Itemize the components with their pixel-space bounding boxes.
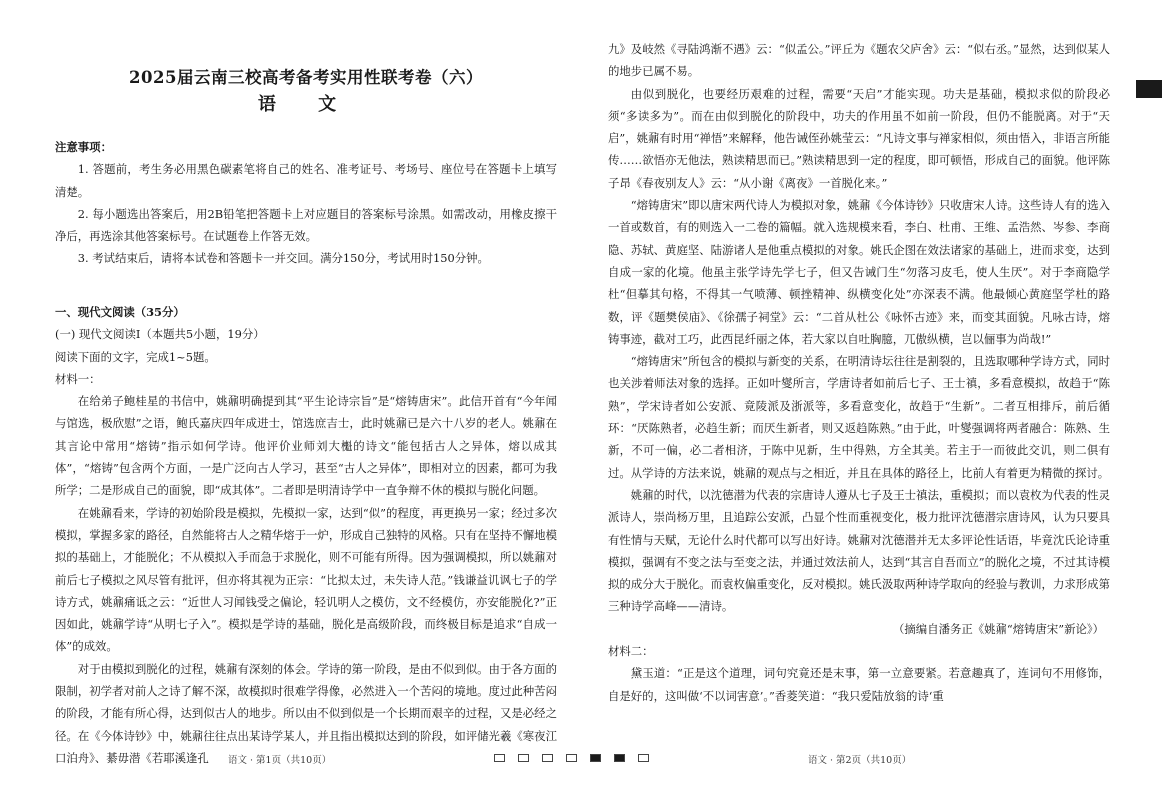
page-marker bbox=[590, 754, 601, 762]
exam-title: 2025届云南三校高考备考实用性联考卷（六） bbox=[129, 68, 483, 87]
right-page bbox=[608, 0, 1110, 800]
subject-title: 语 文 bbox=[257, 94, 355, 115]
passage-paragraph: 九》及岐然《寻陆鸿渐不遇》云：“似孟公。”评丘为《题农父庐舍》云：“似右丞。”显然，达到似某人的地步已属不易。 bbox=[608, 42, 1110, 79]
page-marker bbox=[638, 754, 649, 762]
notice-item: 2. 每小题选出答案后，用2B铅笔把答题卡上对应题目的答案标号涂黑。如需改动，用橡皮擦干净后，再选涂其他答案标号。在试题卷上作答无效。 bbox=[55, 206, 557, 244]
page-marker bbox=[518, 754, 529, 762]
notice-block bbox=[55, 136, 557, 270]
page-marker bbox=[494, 754, 505, 762]
material-label: 材料一： bbox=[55, 371, 101, 386]
instruction: 阅读下面的文字，完成1~5题。 bbox=[55, 349, 216, 364]
reading-section bbox=[55, 301, 557, 769]
page-marker bbox=[542, 754, 553, 762]
right-passage bbox=[608, 38, 1110, 707]
passage-paragraph: （摘编自潘务正《姚鼐“熔铸唐宋”新论》） bbox=[893, 621, 1104, 636]
passage-paragraph: 姚鼐的时代，以沈德潜为代表的宗唐诗人遵从七子及王士禛法，重模拟；而以袁枚为代表的性灵派诗人，崇尚杨万里，且追踪公安派，凸显个性而重视变化，极力批评沈德潜宗唐诗风，认为只要具有性情与天赋，无论什么时代都可以写出好诗。姚鼐对沈德潜并无太多评论性话语，毕竟沈氏论诗重模拟，强调有不变之法与至变之法，并通过效法前人，达到“其言自吾而立”的脱化之境，不过其诗模拟的成分大于脱化。而袁枚偏重变化，反对模拟。姚氏汲取两种诗学取向的经验与教训，力求形成第三种诗学高峰——清诗。 bbox=[608, 487, 1110, 614]
notice-item: 1. 答题前，考生务必用黑色碳素笔将自己的姓名、准考证号、考场号、座位号在答题卡上填写清楚。 bbox=[55, 162, 557, 199]
left-page bbox=[55, 0, 557, 800]
passage-paragraph: 由似到脱化，也要经历艰难的过程，需要“天启”才能实现。功夫是基础，模拟求似的阶段必须“多读多为”。而在由似到脱化的阶段中，功夫的作用虽不如前一阶段，但仍不能脱离。对于“天启”，姚鼐有时用“禅悟”来解释，他告诫侄孙姚莹云：“凡诗文事与禅家相似，须由悟入，非语言所能传……欲悟亦无他法，熟读精思而已。”熟读精思到一定的程度，即可顿悟，形成自己的面貌。他评陈子昂《春夜别友人》云：“从小谢《离夜》一首脱化来。” bbox=[608, 86, 1110, 190]
page-edge-marker bbox=[1136, 80, 1162, 98]
passage-paragraph: 在姚鼐看来，学诗的初始阶段是模拟，先模拟一家，达到“似”的程度，再更换另一家；经过多次模拟，掌握多家的路径，自然能将古人之精华熔于一炉，形成自己独特的风格。只有在坚持不懈地模拟的基础上，才能脱化；不从模拟入手而急于求脱化，则不可能有所得。因为强调模拟，所以姚鼐对前后七子模拟之风尽管有批评，但亦将其视为正宗：“比拟太过，未失诗人范。”钱谦益讥讽七子的学诗方式，姚鼐痛诋之云：“近世人习闻钱受之偏论，轻讥明人之模仿，文不经模仿，亦安能脱化?”正因如此，姚鼐学诗“从明七子入”。模拟是学诗的基础，脱化是高级阶段，而终极目标是追求“自成一体”的成效。 bbox=[55, 505, 557, 654]
page-footer-right: 语文 · 第2页（共10页） bbox=[808, 755, 912, 766]
notice-item: 3. 考试结束后，请将本试卷和答题卡一并交回。满分150分，考试用时150分钟。 bbox=[77, 251, 489, 266]
passage-paragraph: “熔铸唐宋”所包含的模拟与新变的关系，在明清诗坛往往是割裂的，且选取哪种学诗方式，同时也关涉着师法对象的选择。正如叶燮所言，学唐诗者如前后七子、王士禛，多看意模拟，故趋于“陈熟”，学宋诗者如公安派、竟陵派及浙派等，多看意变化，故趋于“生新”。二者互相排斥，前后循环：“厌陈熟者，必趋生新；而厌生新者，则又返趋陈熟。”由于此，叶燮强调将两者融合：陈熟、生新，不可一偏，必二者相济，于陈中见新，生中得熟，方全其美。若主于一而彼此交讥，则二俱有过。从学诗的方法来说，姚鼐的观点与之相近，并且在具体的路径上，比前人有着更为精微的探讨。 bbox=[608, 354, 1110, 480]
passage-paragraph: 黛玉道：“正是这个道理，词句究竟还是末事，第一立意要紧。若意趣真了，连词句不用修饰，自是好的，这叫做‘不以词害意’。”香菱笑道：“我只爱陆放翁的诗‘重 bbox=[608, 666, 1110, 703]
passage-paragraph: 材料二： bbox=[608, 644, 654, 659]
page-markers bbox=[494, 754, 649, 762]
passage-paragraph: “熔铸唐宋”即以唐宋两代诗人为模拟对象，姚鼐《今体诗钞》只收唐宋人诗。这些诗人有的选入一首或数首，有的则选入一二卷的篇幅。就入选规模来看，李白、杜甫、王维、孟浩然、岑参、李商隐、苏轼、黄庭坚、陆游诸人是他重点模拟的对象。姚氏企图在效法诸家的基础上，进而求变，达到自成一家的化境。他虽主张学诗先学七子，但又告诫门生“勿落习皮毛，使人生厌”。对于李商隐学杜“但摹其句格，不得其一气喷薄、顿挫精神、纵横变化处”亦深表不满。他最倾心黄庭坚学杜的路数，评《题樊侯庙》、《徐孺子祠堂》云：“二首从杜公《咏怀古迹》来，而变其面貌。凡咏古诗，熔铸事迹，截对工巧，此西昆纤丽之体，若大家以自吐胸臆，兀傲纵横，岂以俪事为尚哉!” bbox=[608, 198, 1110, 346]
page-marker bbox=[566, 754, 577, 762]
page-marker bbox=[614, 754, 625, 762]
passage-paragraph: 对于由模拟到脱化的过程，姚鼐有深刻的体会。学诗的第一阶段，是由不似到似。由于各方面的限制，初学者对前人之诗了解不深，故模拟时很难学得像，必然进入一个苦闷的境地。度过此种苦闷的阶段，才能有所心得，达到似古人的地步。所以由不似到似是一个长期而艰辛的过程，又是必经之径。在《今体诗钞》中，姚鼐往往点出某诗学某人，并且指出模拟达到的阶段，如评储光羲《寒夜江口泊舟》、綦毋潜《若耶溪逢孔 bbox=[55, 661, 557, 765]
subsection-heading: (一) 现代文阅读Ⅰ（本题共5小题，19分） bbox=[55, 327, 265, 342]
section-heading: 一、现代文阅读（35分） bbox=[55, 305, 185, 319]
passage-paragraph: 在给弟子鲍桂星的书信中，姚鼐明确提到其“平生论诗宗旨”是“熔铸唐宋”。此信开首有“今年闻与馆选，极欣慰”之语，鲍氏嘉庆四年成进士，馆选庶吉士，此时姚鼐已是六十八岁的老人。姚鼐在其言论中常用“熔铸”指示如何学诗。他评价业师刘大櫆的诗文“能包括古人之异体，熔以成其体”，“熔铸”包含两个方面，一是广泛向古人学习，甚至“古人之异体”，即相对立的因素，都可为我所学；二是形成自己的面貌，即“成其体”。二者即是明清诗学中一直争辩不休的模拟与脱化问题。 bbox=[55, 394, 557, 498]
notice-heading: 注意事项： bbox=[55, 140, 112, 154]
page-footer-left: 语文 · 第1页（共10页） bbox=[228, 755, 332, 766]
